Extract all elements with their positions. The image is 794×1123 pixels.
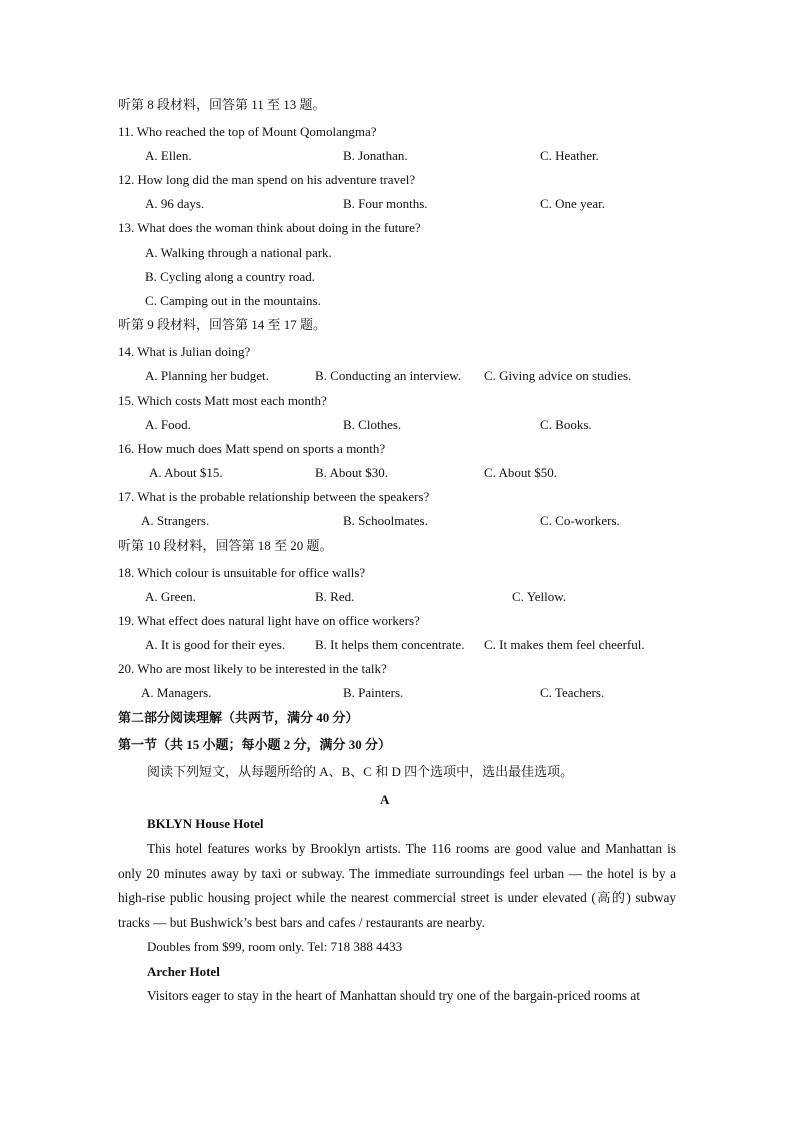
- question-16-option-a: A. About $15.: [149, 465, 223, 480]
- question-18-option-b: B. Red.: [315, 589, 355, 604]
- question-17-option-a: A. Strangers.: [141, 513, 210, 528]
- question-19-option-b: B. It helps them concentrate.: [315, 637, 465, 652]
- question-13-option-a: A. Walking through a national park.: [145, 245, 332, 260]
- question-13-option-c: C. Camping out in the mountains.: [145, 293, 321, 308]
- part-2-title: 第二部分阅读理解（共两节，满分 40 分）: [118, 710, 359, 725]
- question-13-option-b: B. Cycling along a country road.: [145, 269, 316, 284]
- hotel-1-name: BKLYN House Hotel: [147, 816, 264, 831]
- question-15-option-b: B. Clothes.: [343, 417, 402, 432]
- question-14-stem: 14. What is Julian doing?: [118, 344, 251, 359]
- question-16-option-c: C. About $50.: [484, 465, 557, 480]
- question-14-option-a: A. Planning her budget.: [145, 368, 269, 383]
- question-11-stem: 11. Who reached the top of Mount Qomolangma?: [118, 124, 377, 139]
- question-20-option-b: B. Painters.: [343, 685, 404, 700]
- section-8-header: 听第 8 段材料，回答第 11 至 13 题。: [118, 97, 326, 112]
- question-12-option-b: B. Four months.: [343, 196, 428, 211]
- question-19-option-c: C. It makes them feel cheerful.: [484, 637, 645, 652]
- question-20-option-c: C. Teachers.: [540, 685, 605, 700]
- question-16-option-b: B. About $30.: [315, 465, 388, 480]
- question-11-option-b: B. Jonathan.: [343, 148, 408, 163]
- reading-instruction: 阅读下列短文，从每题所给的 A、B、C 和 D 四个选项中，选出最佳选项。: [147, 764, 574, 779]
- section-9-header: 听第 9 段材料，回答第 14 至 17 题。: [118, 317, 327, 332]
- hotel-1-description: This hotel features works by Brooklyn artists. The 116 rooms are good value and Manhattan is only 20 minutes away by taxi or subway. The immediate surroundings feel urban — the hotel is by a high-rise public housing project while the nearest commercial street is under elevated (高的) subway tracks — but Bushwick’s best bars and cafes / restaurants are nearby.: [118, 841, 676, 930]
- question-20-option-a: A. Managers.: [141, 685, 212, 700]
- question-15-option-c: C. Books.: [540, 417, 592, 432]
- question-12-stem: 12. How long did the man spend on his adventure travel?: [118, 172, 416, 187]
- question-18-stem: 18. Which colour is unsuitable for office walls?: [118, 565, 366, 580]
- hotel-2-description: Visitors eager to stay in the heart of Manhattan should try one of the bargain-priced rooms at: [147, 988, 641, 1003]
- question-17-option-c: C. Co-workers.: [540, 513, 620, 528]
- hotel-2-name: Archer Hotel: [147, 964, 220, 979]
- question-12-option-c: C. One year.: [540, 196, 605, 211]
- passage-letter: A: [380, 792, 390, 807]
- question-17-option-b: B. Schoolmates.: [343, 513, 428, 528]
- section-10-header: 听第 10 段材料，回答第 18 至 20 题。: [118, 538, 333, 553]
- question-15-option-a: A. Food.: [145, 417, 191, 432]
- hotel-1-price: Doubles from $99, room only. Tel: 718 388 4433: [147, 939, 403, 954]
- question-19-option-a: A. It is good for their eyes.: [145, 637, 286, 652]
- question-11-option-c: C. Heather.: [540, 148, 599, 163]
- question-14-option-c: C. Giving advice on studies.: [484, 368, 632, 383]
- question-11-option-a: A. Ellen.: [145, 148, 192, 163]
- section-1-title: 第一节（共 15 小题；每小题 2 分，满分 30 分）: [118, 737, 392, 752]
- question-18-option-c: C. Yellow.: [512, 589, 567, 604]
- question-15-stem: 15. Which costs Matt most each month?: [118, 393, 327, 408]
- question-12-option-a: A. 96 days.: [145, 196, 205, 211]
- question-14-option-b: B. Conducting an interview.: [315, 368, 462, 383]
- question-18-option-a: A. Green.: [145, 589, 196, 604]
- question-19-stem: 19. What effect does natural light have on office workers?: [118, 613, 420, 628]
- question-17-stem: 17. What is the probable relationship between the speakers?: [118, 489, 430, 504]
- question-13-stem: 13. What does the woman think about doing in the future?: [118, 220, 421, 235]
- question-16-stem: 16. How much does Matt spend on sports a month?: [118, 441, 386, 456]
- question-20-stem: 20. Who are most likely to be interested in the talk?: [118, 661, 387, 676]
